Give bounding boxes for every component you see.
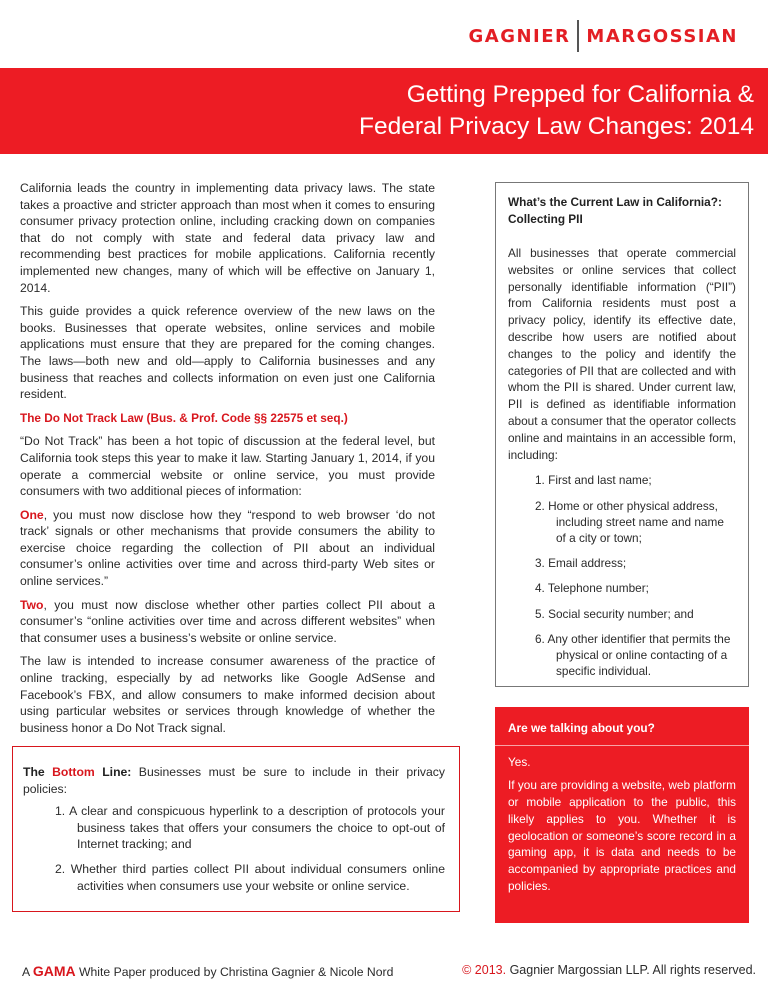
list-item: 5. Social security number; and xyxy=(535,606,694,621)
page-title xyxy=(359,79,754,143)
list-item: 1. First and last name; xyxy=(535,473,652,488)
footer-copyright xyxy=(462,963,756,977)
company-logo xyxy=(469,20,739,52)
guide-paragraph: This guide provides a quick reference overview of the new laws on the books. Businesses that operate websites, online services and mobile applications must ensure that they are prepared for the coming changes. The laws—both new and old—apply to California businesses and any business that reaches and collects information on even just one California resident. xyxy=(20,304,435,402)
two-label: Two xyxy=(20,597,44,612)
main-column xyxy=(20,180,435,743)
point-one-paragraph xyxy=(20,507,435,590)
logo-divider xyxy=(577,20,579,52)
point-one-text: , you must now disclose how they “respond to web browser ‘do not track’ signals or other mechanisms that provide consumers the ability to exercise choice regarding the collection of PII about an individual consumer’s online activities over time and across third-party Web sites or online services.” xyxy=(20,507,435,589)
point-two-paragraph xyxy=(20,597,435,647)
footer-article: A xyxy=(22,965,30,979)
intro-paragraph: California leads the country in implementing data privacy laws. The state takes a proactive and stricter approach than most when it comes to ensuring consumer privacy protection online, including cracking down on companies that do not comply with state and federal data privacy law and recommending best practices for mobile applications. California recently implemented new changes, many of which will be effective on January 1, 2014. xyxy=(20,181,435,295)
title-banner xyxy=(0,68,768,154)
dnt-paragraph: “Do Not Track” has been a hot topic of discussion at the federal level, but California took steps this year to make it law. Starting January 1, 2014, if you operate a commercial website or online service, you must provide consumers with two additional pieces of information: xyxy=(20,434,435,499)
do-not-track-heading: The Do Not Track Law (Bus. & Prof. Code §§ 22575 et seq.) xyxy=(20,410,348,425)
talking-about-you-box xyxy=(495,707,749,923)
current-law-box xyxy=(495,182,749,687)
bottom-line-box xyxy=(12,746,460,912)
point-two-text: , you must now disclose whether other parties collect PII about a consumer’s “online activities over time and across different websites” when that consumer uses a business’s website or online service. xyxy=(20,597,435,645)
list-item: 1. A clear and conspicuous hyperlink to a description of protocols your business takes that offers your consumers the choice to opt-out of Internet tracking; and xyxy=(55,804,445,852)
list-item: 2. Home or other physical address, including street name and name of a city or town; xyxy=(535,498,724,545)
logo-text-left: GAGNIER xyxy=(468,25,571,47)
bottom-line-intro xyxy=(23,764,445,797)
talking-body: If you are providing a website, web platform or mobile application to the public, this likely applies to you. Whether it is geolocation or someone’s score record in a gaming app, it is data and needs to be accompanied by appropriate practices and policies. xyxy=(508,778,736,893)
law-intent-paragraph: The law is intended to increase consumer awareness of the practice of online tracking, especially by ad networks like Google AdSense and Facebook’s FBX, and allow consumers to make informed decision about using particular websites or services through knowledge of whether the business honor a Do Not Track signal. xyxy=(20,654,435,735)
bottom-line-the: The xyxy=(23,765,45,779)
one-label: One xyxy=(20,507,44,522)
list-item: 4. Telephone number; xyxy=(535,581,649,596)
footer-credit xyxy=(22,963,393,979)
list-item: 3. Email address; xyxy=(535,556,627,571)
list-item: 2. Whether third parties collect PII about individual consumers online activities when consumers use your website or online service. xyxy=(55,861,445,893)
copyright-text: Gagnier Margossian LLP. All rights reserved. xyxy=(506,963,756,977)
divider xyxy=(495,745,749,746)
title-line-2: Federal Privacy Law Changes: 2014 xyxy=(359,113,754,140)
current-law-body: All businesses that operate commercial websites or online services that collect personally identifiable information (“PII”) from California residents must post a privacy policy, identify its effective date, describe how users are notified about changes to the policy and identify the categories of PII that are collected and with whom the PII is shared. Under current law, PII is defined as identifiable information about a consumer that the operator collects online and maintains in an accessible form, including: xyxy=(508,246,736,462)
footer-authors: White Paper produced by Christina Gagnier & Nicole Nord xyxy=(75,965,394,979)
bottom-line-line: Line: xyxy=(102,765,132,779)
talking-heading: Are we talking about you? xyxy=(508,721,655,735)
pii-list xyxy=(508,472,736,679)
gama-brand: GAMA xyxy=(32,963,76,979)
logo-text-right: MARGOSSIAN xyxy=(586,25,738,47)
current-law-heading: What’s the Current Law in California?: Collecting PII xyxy=(508,195,722,226)
copyright-year: © 2013. xyxy=(462,963,507,977)
bottom-line-bottom: Bottom xyxy=(52,765,95,779)
list-item: 6. Any other identifier that permits the physical or online contacting of a specific individual. xyxy=(535,631,731,679)
talking-yes: Yes. xyxy=(508,754,531,769)
bottom-line-text: Businesses must be sure to include in their privacy policies: xyxy=(23,765,445,796)
title-line-1: Getting Prepped for California & xyxy=(406,81,754,108)
bottom-line-list xyxy=(23,803,445,894)
